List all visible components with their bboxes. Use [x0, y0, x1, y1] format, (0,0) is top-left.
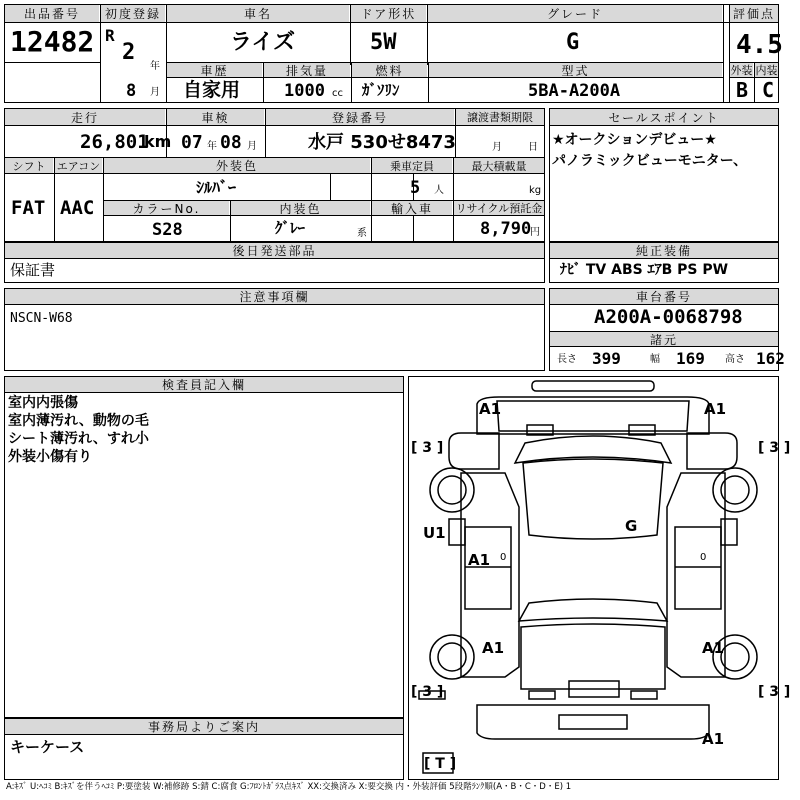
month-value: 8 [126, 81, 137, 101]
model-code-header: 型式 [429, 63, 722, 77]
max-load-unit: kg [529, 185, 542, 196]
insp-year-unit: 年 [207, 141, 217, 152]
era-value: R [105, 26, 115, 45]
shift-header: シフト [5, 158, 53, 173]
shift-value: FAT [11, 197, 46, 219]
length-value: 399 [592, 349, 621, 368]
color-no-value: S28 [152, 220, 183, 240]
fuel-value: ｶﾞｿﾘﾝ [362, 81, 400, 99]
chassis-no-value: A200A-0068798 [594, 306, 743, 328]
sales-point-block [549, 108, 779, 242]
import-header: 輸入車 [372, 201, 452, 215]
inspector-line-4: 外装小傷有り [8, 449, 92, 465]
mark-rear-door-left: A1 [482, 639, 505, 657]
recycle-value: 8,790 [480, 219, 532, 239]
recycle-unit: 円 [530, 227, 540, 238]
car-name-value: ライズ [230, 30, 296, 55]
model-code-value: 5BA-A200A [528, 81, 621, 101]
exterior-header: 外装 [730, 64, 753, 77]
mark-tire-rr: [ 3 ] [758, 684, 791, 700]
displacement-unit: cc [332, 88, 343, 99]
mark-front-left: A1 [479, 400, 502, 418]
notes-value: NSCN-W68 [10, 311, 73, 326]
int-color-unit: 系 [357, 228, 367, 239]
capacity-unit: 人 [434, 185, 444, 196]
exterior-grade-value: B [736, 78, 749, 102]
mileage-header: 走行 [5, 109, 165, 125]
inspector-line-3: シート薄汚れ、すれ小 [8, 431, 149, 447]
mark-front-right: A1 [704, 400, 727, 418]
mileage-unit: km [144, 132, 172, 151]
year-value: 2 [122, 40, 136, 65]
factory-equip-header: 純正装備 [550, 243, 778, 258]
sales-point-line-1: ★オークションデビュー★ [552, 132, 717, 148]
length-label: 長さ [557, 354, 577, 365]
insp-month-unit: 月 [247, 141, 257, 152]
interior-header: 内装 [755, 64, 778, 77]
inspection-header: 車検 [167, 109, 264, 125]
mark-roof: G [625, 517, 638, 535]
inspector-line-2: 室内薄汚れ、動物の毛 [8, 413, 149, 429]
sales-point-header: セールスポイント [550, 109, 778, 125]
specs-header: 諸元 [550, 332, 778, 346]
color-no-header: カラーNo. [104, 201, 229, 215]
month-unit: 月 [150, 87, 160, 98]
insp-month-value: 08 [220, 132, 242, 153]
score-header: 評価点 [730, 5, 778, 22]
capacity-header: 乗車定員 [372, 158, 452, 173]
office-info-value: キーケース [10, 738, 85, 756]
reg-no-value: 水戸 530せ8473 [308, 132, 456, 153]
sales-point-line-2: パノラミックビューモニター、 [552, 153, 748, 169]
mark-tire-fl: [ 3 ] [411, 440, 444, 456]
width-value: 169 [676, 349, 705, 368]
car-diagram [408, 376, 779, 780]
mark-door-left: A1 [468, 551, 491, 569]
first-reg-header: 初度登録 [101, 5, 165, 22]
fuel-header: 燃料 [352, 63, 427, 77]
ext-color-value: ｼﾙﾊﾞｰ [196, 178, 237, 197]
transfer-month-unit: 月 [492, 142, 502, 153]
lot-no-value: 12482 [10, 25, 95, 58]
mark-rear-door-right: A1 [702, 639, 725, 657]
width-label: 幅 [650, 354, 660, 365]
int-color-value: ｸﾞﾚｰ [275, 219, 306, 237]
mark-side-left-u: U1 [423, 524, 446, 542]
factory-equip-value: ﾅﾋﾞ TV ABS ｴｱB PS PW [560, 262, 729, 278]
ext-color-header: 外装色 [104, 158, 370, 173]
height-label: 高さ [725, 354, 745, 365]
later-parts-value: 保証書 [10, 261, 56, 279]
lot-no-header: 出品番号 [5, 5, 99, 22]
inspector-line-1: 室内内張傷 [8, 395, 78, 411]
chassis-no-header: 車台番号 [550, 289, 778, 304]
reg-no-header: 登録番号 [266, 109, 454, 125]
history-value: 自家用 [183, 79, 241, 101]
recycle-header: リサイクル預託金 [455, 202, 543, 215]
car-name-header: 車名 [167, 5, 349, 22]
int-color-header: 内装色 [231, 201, 370, 215]
notes-header: 注意事項欄 [5, 289, 544, 304]
mark-door-left-zero: 0 [500, 552, 507, 563]
mark-tire-rl: [ 3 ] [411, 684, 444, 700]
inspector-header: 検査員記入欄 [5, 377, 403, 392]
grade-header: グレード [428, 5, 722, 22]
ac-value: AAC [60, 197, 95, 219]
displacement-value: 1000 [284, 81, 325, 101]
grade-value: G [566, 30, 580, 55]
door-value: 5W [370, 30, 397, 55]
ac-header: エアコン [56, 159, 101, 173]
height-value: 162 [756, 349, 785, 368]
mark-rear-bumper: A1 [702, 730, 725, 748]
year-unit: 年 [150, 61, 160, 72]
mileage-value: 26,801 [80, 131, 149, 153]
transfer-day-unit: 日 [528, 142, 538, 153]
interior-grade-value: C [762, 78, 775, 102]
transfer-header: 譲渡書類期限 [456, 109, 544, 125]
mark-spare: [ T ] [424, 756, 457, 772]
displacement-header: 排気量 [264, 63, 350, 77]
office-info-header: 事務局よりご案内 [5, 719, 403, 734]
legend: A:ｷｽﾞ U:ﾍｺﾐ B:ｷｽﾞを伴うﾍｺﾐ P:要塗装 W:補修跡 S:錆 C:腐食 G:ﾌﾛﾝﾄｶﾞﾗｽ点ｷｽﾞ XX:交換済み X:要交換 内・外装評価 5段階ﾗﾝｸ順(A・B・C・D・E) 1 [6, 782, 572, 792]
mark-door-right-zero: 0 [700, 552, 707, 563]
history-header: 車歴 [167, 63, 262, 77]
max-load-header: 最大積載量 [454, 158, 544, 173]
score-value: 4.5 [736, 30, 783, 60]
insp-year-value: 07 [181, 132, 203, 153]
later-parts-header: 後日発送部品 [5, 243, 544, 258]
capacity-value: 5 [410, 178, 421, 198]
door-header: ドア形状 [351, 5, 426, 22]
mark-tire-fr: [ 3 ] [758, 440, 791, 456]
car-diagram-drawing [409, 377, 778, 779]
